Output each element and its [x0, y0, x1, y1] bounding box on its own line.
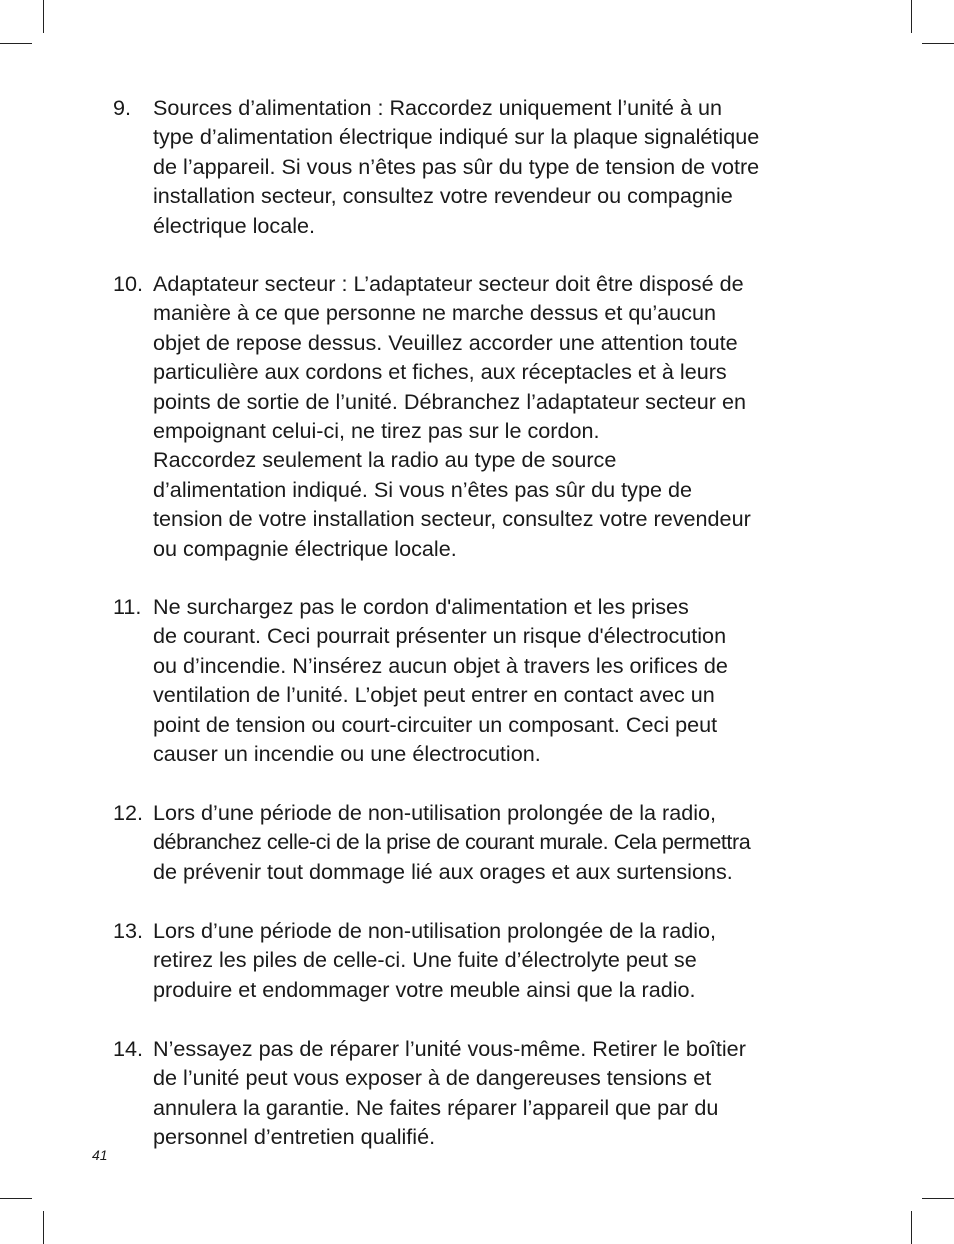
- safety-item-13: [113, 916, 853, 1004]
- item-line: électrique locale.: [153, 212, 316, 238]
- item-line: ou d’incendie. N’insérez aucun objet à travers les orifices de: [153, 652, 728, 678]
- item-number: 12.: [113, 800, 144, 825]
- crop-mark-bottom-right-horizontal: [922, 1198, 954, 1199]
- crop-mark-top-right-horizontal: [922, 43, 954, 44]
- item-number: 14.: [113, 1036, 144, 1061]
- item-line: objet de repose dessus. Veuillez accorder une attention toute: [153, 329, 738, 355]
- item-line: causer un incendie ou une électrocution.: [153, 741, 541, 767]
- item-line: d’alimentation indiqué. Si vous n’êtes pas sûr du type de: [153, 476, 692, 502]
- item-line: de courant. Ceci pourrait présenter un risque d'électrocution: [153, 623, 727, 649]
- item-line: ventilation de l’unité. L’objet peut entrer en contact avec un: [153, 682, 715, 708]
- item-line: installation secteur, consultez votre revendeur ou compagnie: [153, 183, 733, 209]
- safety-item-9: [113, 93, 853, 240]
- item-line: ou compagnie électrique locale.: [153, 535, 457, 561]
- safety-item-11: [113, 592, 853, 768]
- item-line: Lors d’une période de non-utilisation prolongée de la radio,: [153, 918, 717, 943]
- item-line: Lors d’une période de non-utilisation prolongée de la radio,: [153, 800, 717, 825]
- item-line: empoignant celui-ci, ne tirez pas sur le cordon.: [153, 418, 600, 444]
- item-line: tension de votre installation secteur, consultez votre revendeur: [153, 506, 751, 532]
- item-line: particulière aux cordons et fiches, aux réceptacles et à leurs: [153, 359, 727, 385]
- item-number: 13.: [113, 918, 144, 943]
- item-line: annulera la garantie. Ne faites réparer l’appareil que par du: [153, 1094, 719, 1120]
- crop-mark-top-left-vertical: [43, 0, 44, 33]
- item-line: de prévenir tout dommage lié aux orages et aux surtensions.: [153, 858, 733, 884]
- safety-item-12: [113, 798, 853, 886]
- item-line: Ne surchargez pas le cordon d'alimentation et les prises: [153, 594, 689, 619]
- item-line: manière à ce que personne ne marche dessus et qu’aucun: [153, 300, 716, 326]
- safety-item-10: [113, 269, 853, 563]
- page-number: 41: [92, 1147, 108, 1163]
- item-line: produire et endommager votre meuble ainsi que la radio.: [153, 976, 696, 1002]
- item-line: Adaptateur secteur : L’adaptateur secteur doit être disposé de: [153, 271, 744, 296]
- crop-mark-top-left-horizontal: [0, 43, 32, 44]
- item-line: N’essayez pas de réparer l’unité vous-même. Retirer le boîtier: [153, 1036, 746, 1061]
- crop-mark-bottom-left-vertical: [43, 1211, 44, 1244]
- item-number: 10.: [113, 271, 144, 296]
- item-line: de l’appareil. Si vous n’êtes pas sûr du type de tension de votre: [153, 153, 760, 179]
- item-line: type d’alimentation électrique indiqué sur la plaque signalétique: [153, 124, 760, 150]
- item-line: débranchez celle-ci de la prise de courant murale. Cela permettra: [153, 829, 751, 855]
- crop-mark-bottom-right-vertical: [911, 1211, 912, 1244]
- item-line: Raccordez seulement la radio au type de source: [153, 447, 617, 473]
- item-number: 9.: [113, 95, 132, 120]
- item-line: de l’unité peut vous exposer à de dangereuses tensions et: [153, 1065, 712, 1091]
- item-line: point de tension ou court-circuiter un composant. Ceci peut: [153, 711, 718, 737]
- item-line: points de sortie de l’unité. Débranchez l’adaptateur secteur en: [153, 388, 746, 414]
- item-line: Sources d’alimentation : Raccordez uniquement l’unité à un: [153, 95, 722, 120]
- crop-mark-top-right-vertical: [911, 0, 912, 33]
- item-number: 11.: [113, 594, 142, 619]
- item-line: personnel d’entretien qualifié.: [153, 1124, 436, 1150]
- crop-mark-bottom-left-horizontal: [0, 1198, 32, 1199]
- item-line: retirez les piles de celle-ci. Une fuite d’électrolyte peut se: [153, 947, 697, 973]
- safety-item-14: [113, 1034, 853, 1152]
